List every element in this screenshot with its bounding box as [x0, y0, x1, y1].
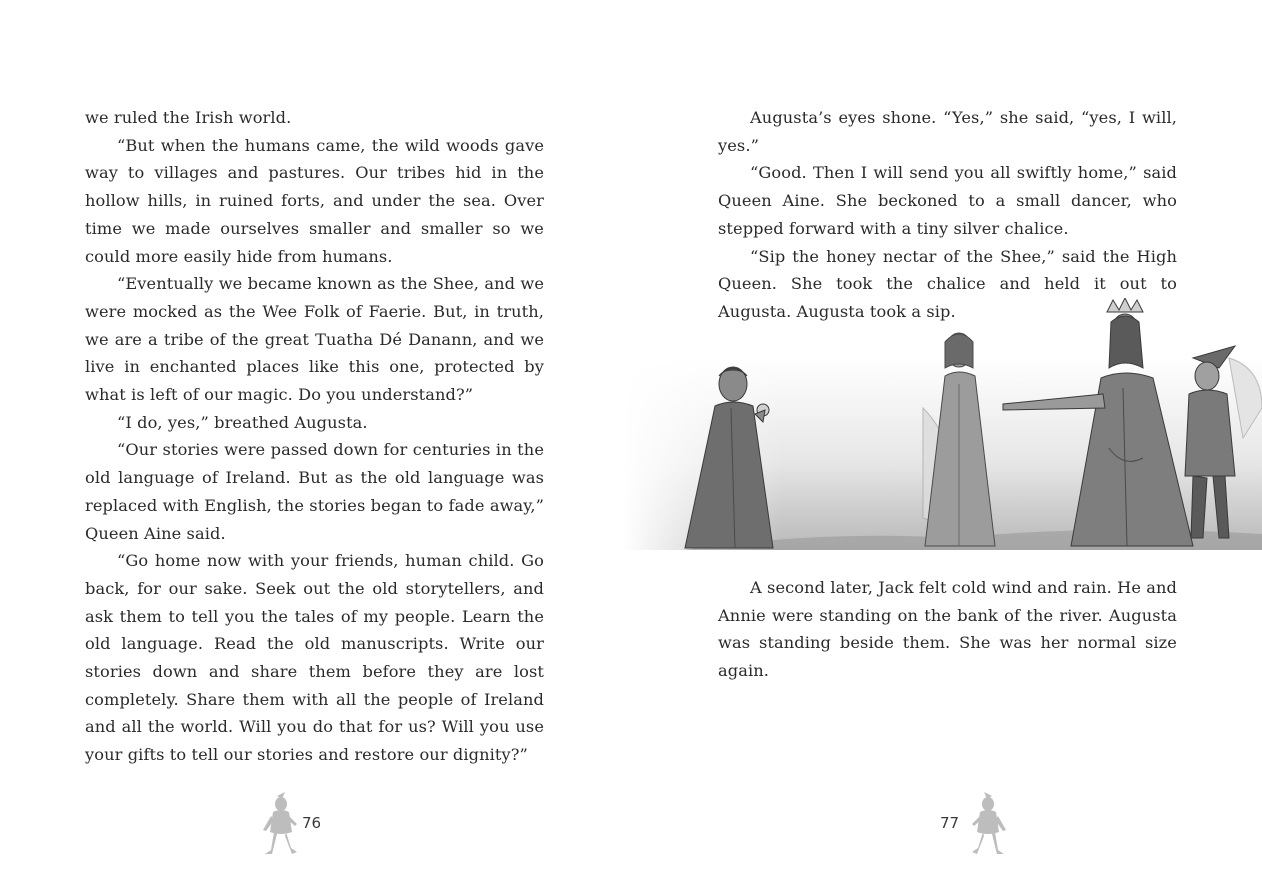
- paragraph: “But when the humans came, the wild woods gave way to villages and pastures. Our tribes hid in the hollow hills, in ruined forts, and under the sea. Over time we made ourselves smaller and smaller so we could more easily hide from humans.: [85, 135, 544, 266]
- illustration-fairy-queen: [623, 298, 1262, 550]
- paragraph: we ruled the Irish world.: [85, 108, 292, 127]
- page-folio-right: [940, 790, 1060, 858]
- elf-silhouette-icon: [966, 790, 1010, 858]
- paragraph: “Our stories were passed down for centuries in the old language of Ireland. But as the old language was replaced with English, the stories began to fade away,” Queen Aine said.: [85, 440, 544, 543]
- right-page: [631, 0, 1262, 874]
- page-folio-left: [255, 790, 375, 858]
- page-number: 76: [302, 814, 322, 832]
- paragraph: “Go home now with your friends, human child. Go back, for our sake. Seek out the old storytellers, and ask them to tell you the tales of my people. Learn the old language. Read the old manuscripts. Write our stories down and share them before they are lost completely. Share them with all the people of Ireland and all the world. Will you do that for us? Will you use your gifts to tell our stories and restore our dignity?”: [85, 551, 544, 765]
- right-page-text-top: [718, 104, 1177, 326]
- page-number: 77: [940, 814, 960, 832]
- paragraph: Augusta’s eyes shone. “Yes,” she said, “yes, I will, yes.”: [718, 108, 1177, 155]
- right-page-text-bottom: [718, 574, 1177, 685]
- paragraph: “Eventually we became known as the Shee, and we were mocked as the Wee Folk of Faerie. But, in truth, we are a tribe of the great Tuatha Dé Danann, and we live in enchanted places like this one, protected by what is left of our magic. Do you understand?”: [85, 274, 544, 405]
- paragraph: “I do, yes,” breathed Augusta.: [117, 412, 368, 432]
- paragraph: “Sip the honey nectar of the Shee,” said the High Queen. She took the chalice and held it out to Augusta. Augusta took a sip.: [718, 246, 1177, 321]
- left-page-text: [85, 104, 544, 769]
- paragraph: “Good. Then I will send you all swiftly home,” said Queen Aine. She beckoned to a small dancer, who stepped forward with a tiny silver chalice.: [718, 163, 1177, 238]
- elf-silhouette-icon: [259, 790, 303, 858]
- paragraph: A second later, Jack felt cold wind and rain. He and Annie were standing on the bank of the river. Augusta was standing beside them. She was her normal size again.: [718, 578, 1177, 681]
